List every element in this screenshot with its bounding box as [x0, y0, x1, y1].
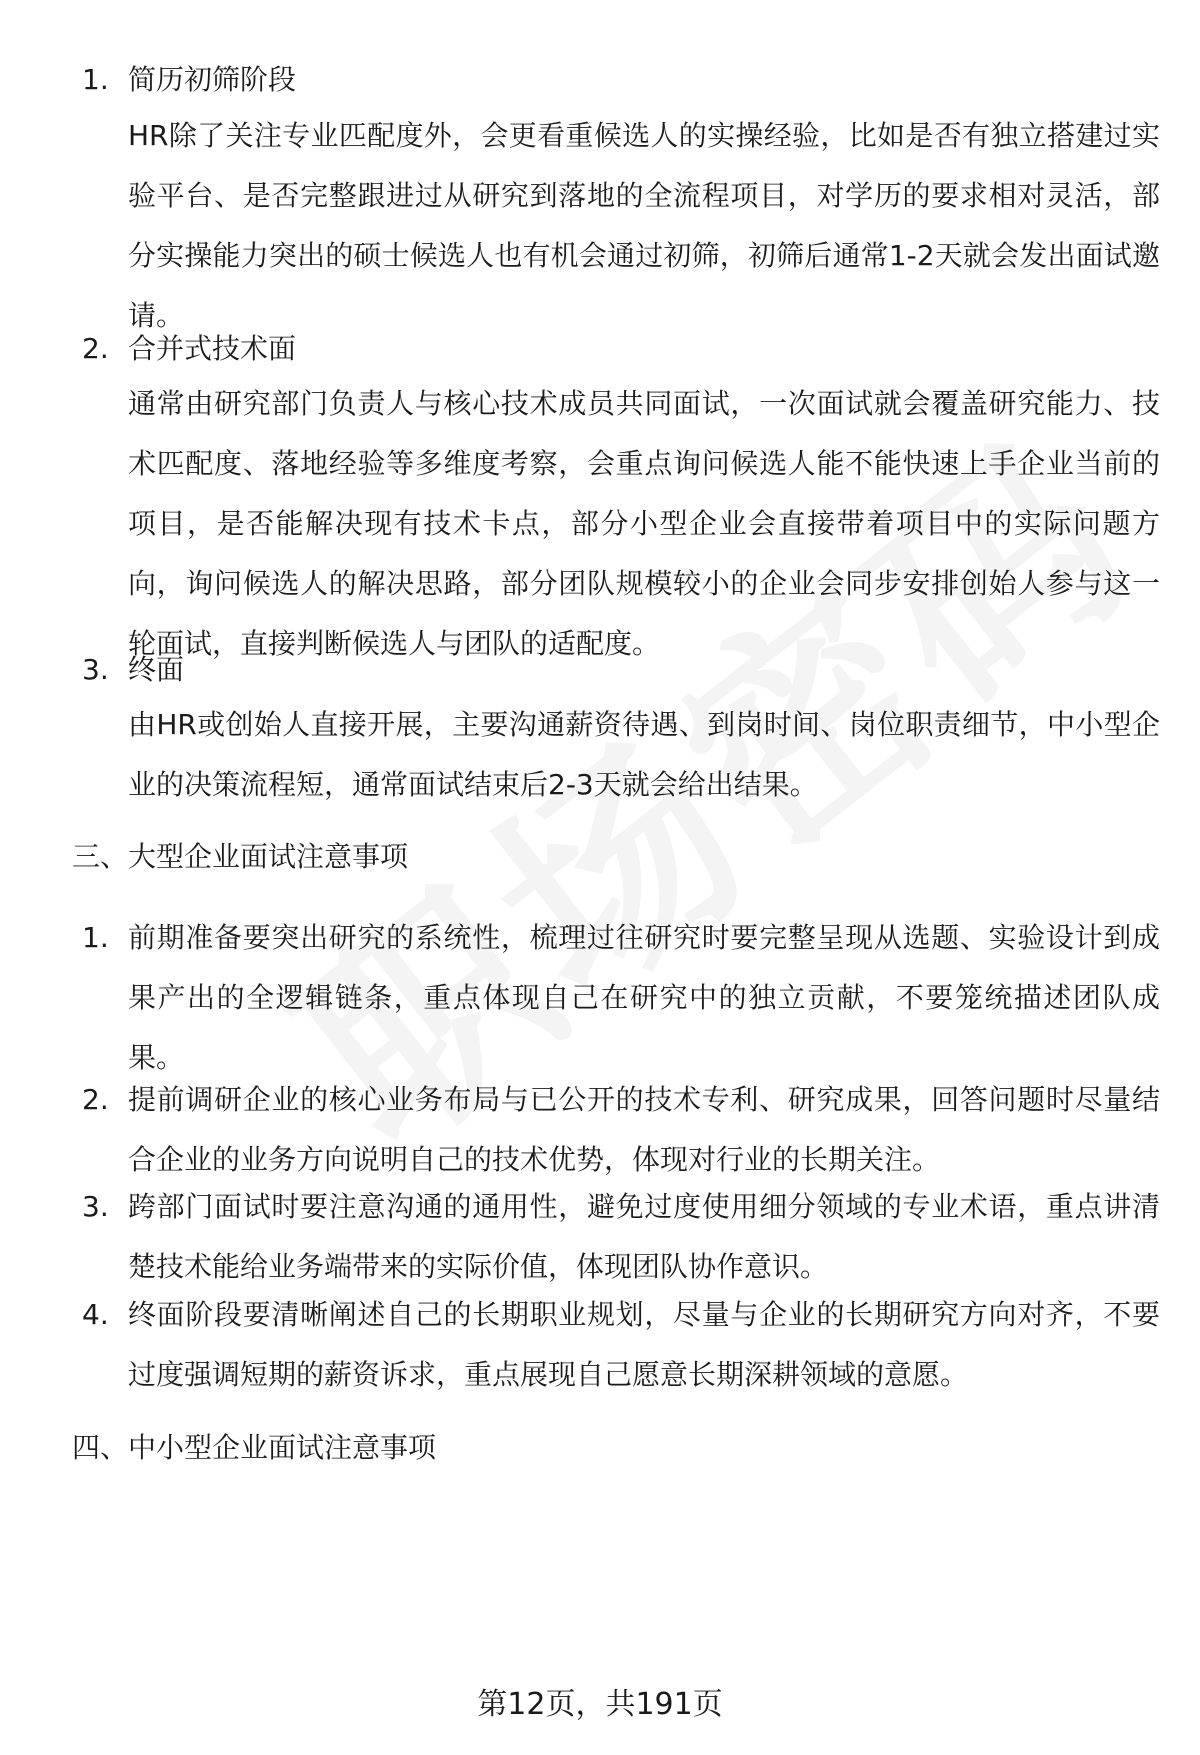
- list-item-paragraph: 前期准备要突出研究的系统性，梳理过往研究时要完整呈现从选题、实验设计到成果产出的全逻辑链条，重点体现自己在研究中的独立贡献，不要笼统描述团队成果。: [128, 921, 1160, 1074]
- list-item-number: 4.: [82, 1298, 109, 1331]
- list-item-title: 合并式技术面: [128, 332, 297, 365]
- section-heading: 三、大型企业面试注意事项: [72, 840, 409, 873]
- list-item-paragraph: 提前调研企业的核心业务布局与已公开的技术专利、研究成果，回答问题时尽量结合企业的业务方向说明自己的技术优势，体现对行业的长期关注。: [128, 1083, 1160, 1176]
- list-item-number: 2.: [82, 1083, 109, 1116]
- list-item-number: 3.: [82, 653, 109, 686]
- list-item-paragraph: 由HR或创始人直接开展，主要沟通薪资待遇、到岗时间、岗位职责细节，中小型企业的决策流程短，通常面试结束后2-3天就会给出结果。: [128, 708, 1160, 801]
- section-heading: 四、中小型企业面试注意事项: [72, 1431, 437, 1464]
- list-item-title: 终面: [128, 653, 185, 686]
- list-item-number: 1.: [82, 63, 109, 96]
- list-item-paragraph: HR除了关注专业匹配度外，会更看重候选人的实操经验，比如是否有独立搭建过实验平台、是否完整跟进过从研究到落地的全流程项目，对学历的要求相对灵活，部分实操能力突出的硕士候选人也有机会通过初筛，初筛后通常1-2天就会发出面试邀请。: [128, 119, 1160, 332]
- list-item-paragraph: 通常由研究部门负责人与核心技术成员共同面试，一次面试就会覆盖研究能力、技术匹配度、落地经验等多维度考察，会重点询问候选人能不能快速上手企业当前的项目，是否能解决现有技术卡点，部分小型企业会直接带着项目中的实际问题方向，询问候选人的解决思路，部分团队规模较小的企业会同步安排创始人参与这一轮面试，直接判断候选人与团队的适配度。: [128, 387, 1160, 660]
- page-number: 第12页，共191页: [477, 1687, 723, 1722]
- list-item-paragraph: 跨部门面试时要注意沟通的通用性，避免过度使用细分领域的专业术语，重点讲清楚技术能给业务端带来的实际价值，体现团队协作意识。: [128, 1190, 1160, 1283]
- list-item-number: 3.: [82, 1190, 109, 1223]
- list-item-number: 1.: [82, 921, 109, 954]
- list-item-paragraph: 终面阶段要清晰阐述自己的长期职业规划，尽量与企业的长期研究方向对齐，不要过度强调短期的薪资诉求，重点展现自己愿意长期深耕领域的意愿。: [128, 1298, 1160, 1391]
- list-item-number: 2.: [82, 332, 109, 365]
- list-item-title: 简历初筛阶段: [128, 63, 297, 96]
